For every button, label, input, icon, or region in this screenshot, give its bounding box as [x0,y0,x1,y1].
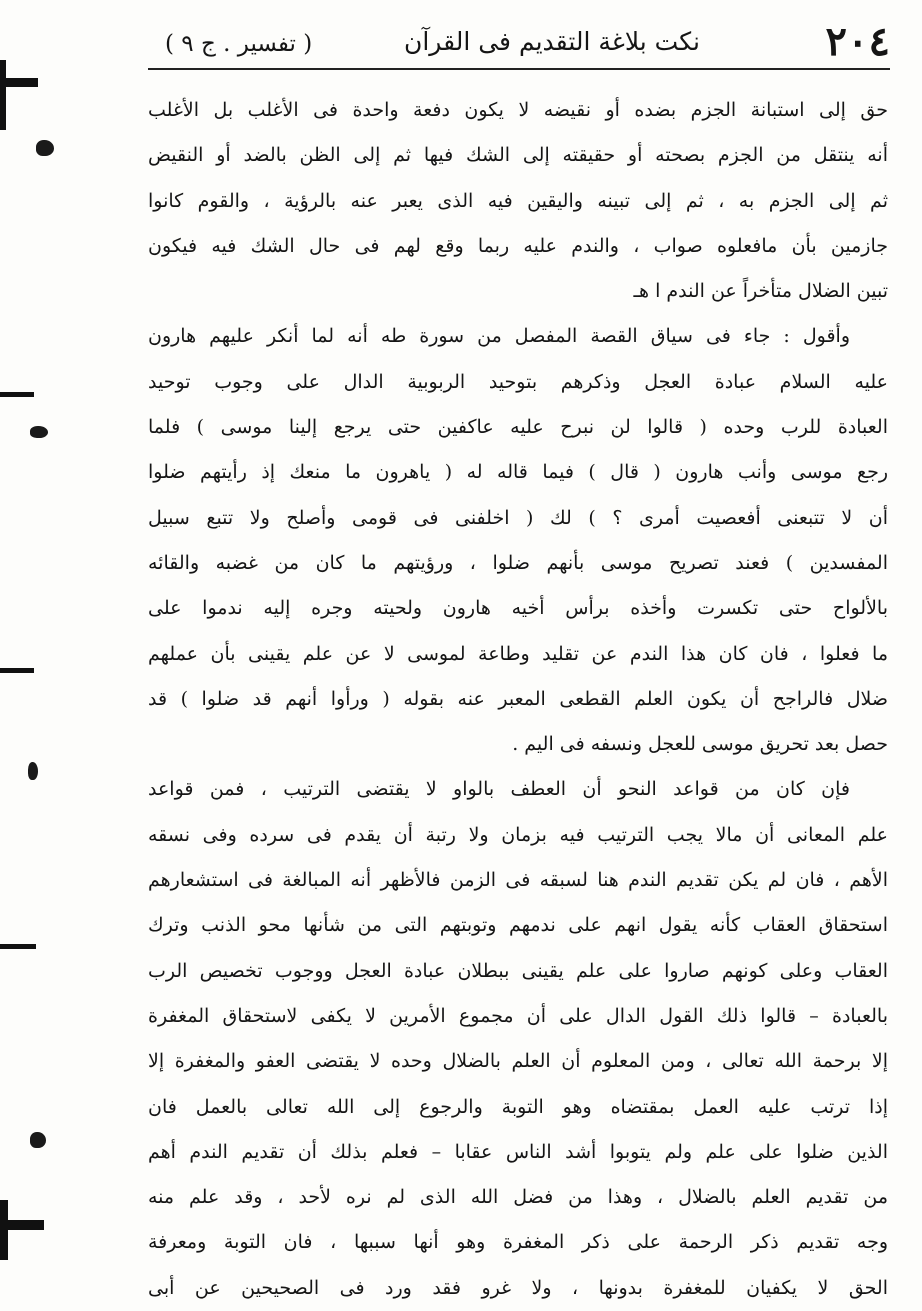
ink-blot [36,140,54,156]
text-line: عليه السلام عبادة العجل وذكرهم بتوحيد الربوبية الدال على وجوب توحيد [148,370,888,393]
text-line: الأهم ، فان لم يكن تقديم الندم هنا لسبقه فى الزمن فالأظهر أنه المبالغة فى استشعارهم [148,869,888,892]
text-line: إذا ترتب عليه العمل بمقتضاه وهو التوبة والرجوع إلى الله تعالى بالعمل فان [148,1095,888,1118]
text-line: وأقول : جاء فى سياق القصة المفصل من سورة طه أنه لما أنكر عليهم هارون [148,325,850,348]
text-line: رجع موسى وأنب هارون ( قال ) فيما قاله له ( ياهرون ما منعك إذ رأيتهم ضلوا [148,461,888,484]
margin-mark [0,944,36,949]
margin-mark [0,392,34,397]
margin-mark [0,60,6,130]
text-line: بالعبادة – قالوا ذلك القول الدال على أن مجموع الأمرين لا يكفى لاستحقاق المغفرة [148,1004,888,1027]
header-rule [148,68,890,70]
text-line: الذين ضلوا على علم ولم يتوبوا أشد الناس عقابا – فعلم بذلك أن تقديم الندم أهم [148,1140,888,1163]
text-line: العبادة للرب وحده ( قالوا لن نبرح عليه عاكفين حتى يرجع إلينا موسى ) فلما [148,416,888,439]
running-title: نكت بلاغة التقديم فى القرآن [403,27,700,56]
text-line: تبين الضلال متأخراً عن الندم ا هـ [633,280,888,303]
ink-blot [28,762,38,780]
text-line: من تقديم العلم بالضلال ، وهذا من فضل الله الذى لم نره لأحد ، وقد علم منه [148,1186,888,1209]
text-line: الحق لا يكفيان للمغفرة بدونها ، ولا غرو فقد ورد فى الصحيحين عن أبى [148,1276,888,1299]
text-line: فإن كان من قواعد النحو أن العطف بالواو لا يقتضى الترتيب ، فمن قواعد [148,778,850,801]
margin-mark [0,1200,8,1260]
text-line: ما فعلوا ، فان كان هذا الندم عن تقليد وطاعة لموسى لا عن علم يقينى بأن عملهم [148,642,888,665]
volume-label: ( تفسير . ج ٩ ) [165,31,313,57]
text-line: حق إلى استبانة الجزم بضده أو نقيضه لا يكون دفعة واحدة فى الأغلب بل الأغلب [148,99,888,121]
text-line: بالألواح حتى تكسرت وأخذه برأس أخيه هارون ولحيته وجره إليه ندموا على [148,597,888,620]
text-line: أن لا تتبعنى أفعصيت أمرى ؟ ) لك ( اخلفنى فى قومى وأصلح ولا تتبع سبيل [148,506,888,529]
body-text [148,88,888,1311]
margin-mark [0,668,34,673]
text-line: المفسدين ) فعند تصريح موسى بأنهم ضلوا ، ورؤيتهم ما كان من غضبه والقائه [148,551,888,574]
text-line: وجه تقديم ذكر الرحمة على ذكر المغفرة وهو أنها سببها ، فان التوبة ومعرفة [148,1231,888,1254]
ink-blot [30,1132,46,1148]
text-line: علم المعانى أن مالا يجب الترتيب فيه بزمان ولا رتبة أن يقدم فى سرده وفى نسقه [148,823,888,846]
ink-blot [30,426,48,438]
text-line: استحقاق العقاب كأنه يقول انهم على ندمهم وتوبتهم التى من شأنها محو الذنب وترك [148,914,888,937]
page-header [135,18,890,68]
text-line: جازمين بأن مافعلوه صواب ، والندم عليه ربما وقع لهم فى حال الشك فيه فيكون [148,234,888,257]
text-line: أنه ينتقل من الجزم بصحته أو حقيقته إلى الشك فيها ثم إلى الظن بالضد أو النقيض [148,144,888,167]
text-line: إلا برحمة الله تعالى ، ومن المعلوم أن العلم بالضلال وحده لا يقتضى العفو والمغفرة إلا [148,1050,888,1073]
text-line: حصل بعد تحريق موسى للعجل ونسفه فى اليم . [512,733,888,756]
page-number: ٢٠٤ [825,18,890,65]
text-line: ثم إلى الجزم به ، ثم إلى تبينه واليقين فيه الذى يعبر عنه بالرؤية ، والقوم كانوا [148,189,888,212]
text-line: ضلال فالراجح أن يكون العلم القطعى المعبر عنه بقوله ( ورأوا أنهم قد ضلوا ) قد [148,687,888,710]
text-line: العقاب وعلى كونهم صاروا على علم يقينى ببطلان عبادة العجل ووجوب تخصيص الرب [148,959,888,982]
